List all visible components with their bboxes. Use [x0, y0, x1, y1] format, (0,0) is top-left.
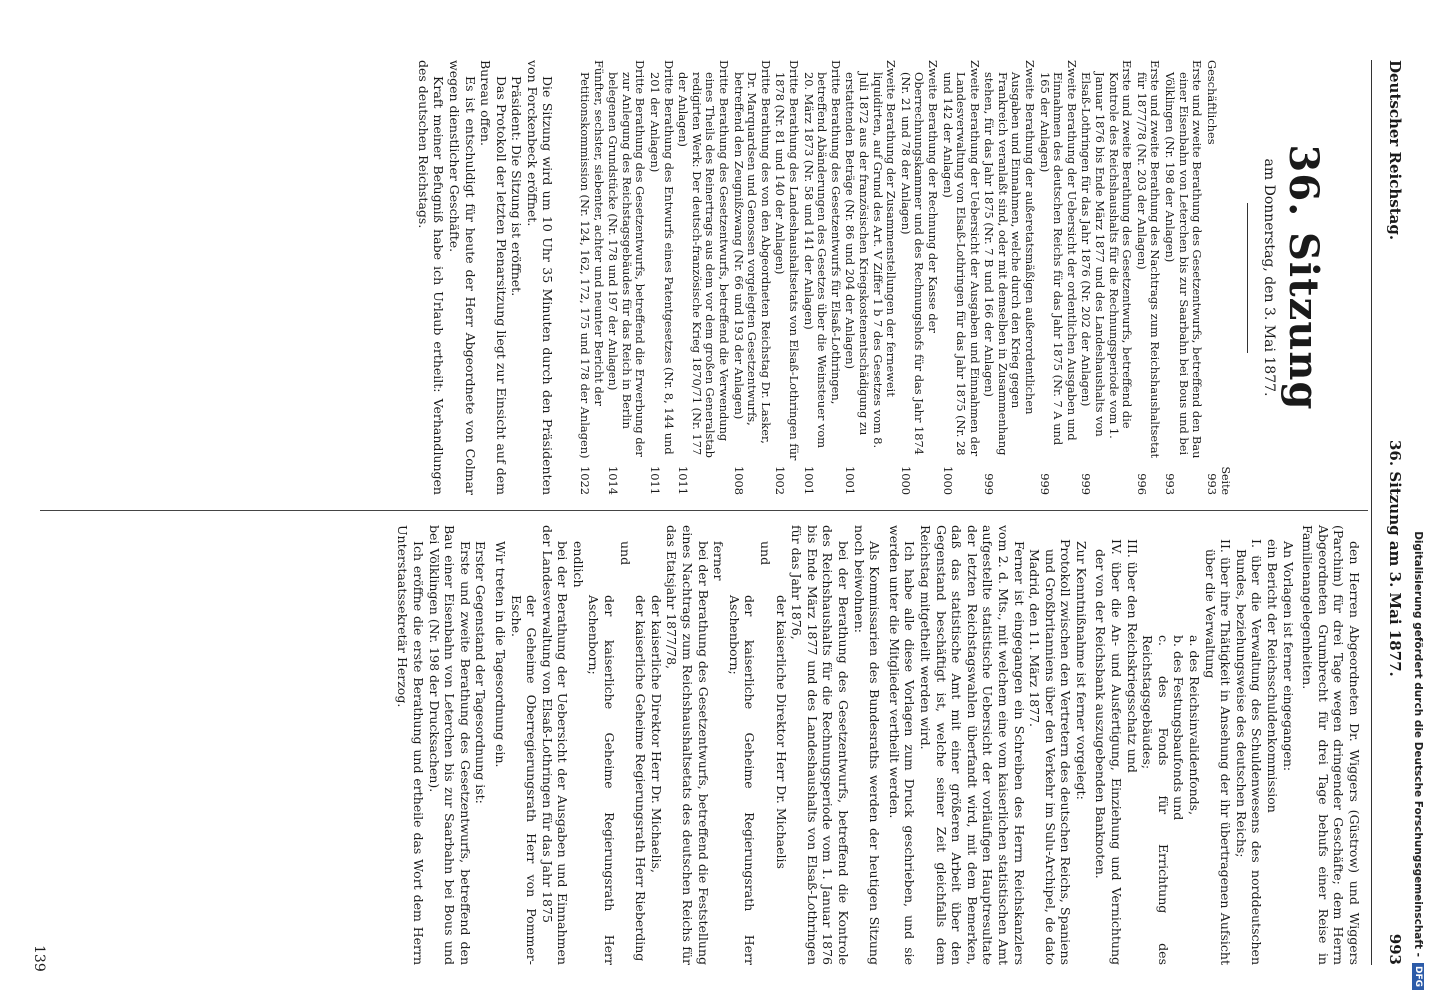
- title-rule: [1247, 203, 1248, 353]
- toc-entry-page: 999: [982, 473, 997, 495]
- body-paragraph: a. des Reichsinvalidenfonds,: [1187, 635, 1203, 816]
- body-paragraph: Das Protokoll der letzten Plenarsitzung liegt zur Einsicht auf dem Bureau offen.: [478, 60, 509, 495]
- column-divider: [40, 510, 1368, 511]
- toc-entry: [843, 60, 897, 495]
- dfg-logo: DFG: [1412, 963, 1424, 990]
- toc-entry: [1037, 60, 1078, 495]
- toc-entry-page: 1014: [606, 466, 621, 495]
- toc-entry-page: 1008: [731, 466, 746, 495]
- toc-entry-text: Zweite Berathung der Rechnung der Kasse der Oberrechnungskammer und des Rechnungshofs für das Jahr 1874 (Nr. 21 und 78 der Anlagen): [898, 60, 940, 456]
- body-paragraph: IV. über die An- und Ausfertigung, Einziehung und Vernichtung der von der Reichsbank auszugebenden Banknoten.: [1093, 539, 1125, 965]
- toc-entry-page: 996: [1134, 473, 1149, 495]
- body-paragraph: b. des Festungsbaufonds und: [1171, 635, 1187, 821]
- body-paragraph: Präsident: Die Sitzung ist eröffnet.: [509, 76, 525, 297]
- body-paragraph: bei der Berathung des Gesetzentwurfs, betreffend die Feststellung eines Nachtrags zum Reichshaushaltsetats des deutschen Reichs für das Etatsjahr 1877/78,: [664, 525, 711, 965]
- toc-entry-text: Fünfter, sechster, siebenter, achter und neunter Bericht der Petitionskommission (Nr. 124, 162, 172, 175 und 178 der Anlagen): [578, 60, 606, 459]
- toc-entry-text: Erste und zweite Berathung des Gesetzentwurfs, betreffend den Bau einer Eisenbahn von Leterchen bis zur Saarbahn bei Bous und bei Völklingen (Nr. 198 der Anlagen): [1163, 60, 1205, 459]
- body-paragraph: der Geheime Oberregierungsrath Herr von Pommer-Esche.: [508, 595, 540, 965]
- toc-entry-text: Zweite Berathung der außeretatsmäßigen außerordentlichen Ausgaben und Einnahmen, welche durch den Krieg gegen Frankreich veranlaßt sind, oder mit demselben in Zusammenhang stehen, für das Jahr 1875 (Nr. 7 B und 166 der Anlagen): [982, 60, 1038, 456]
- toc-entry-page: 1022: [578, 466, 593, 495]
- body-paragraph: Zur Kenntnißnahme ist ferner vorgelegt:: [1073, 541, 1089, 800]
- digitization-text: Digitalisierung gefördert durch die Deutsche Forschungsgemeinschaft -: [1412, 531, 1424, 957]
- page-header: [1374, 60, 1404, 965]
- toc-entry-text: Dritte Berathung des Gesetzentwurfs, betreffend die Verwendung eines Theils des Reinertrags aus dem vor dem großen Generalstab redigirten Werk: Der deutsch-französische Krieg 1870/71 (Nr. 177 der Anlagen): [676, 60, 732, 458]
- header-session: 36. Sitzung am 3. Mai 1877.: [1386, 440, 1404, 677]
- toc-entry: [606, 60, 647, 495]
- body-paragraph: Wir treten in die Tagesordnung ein.: [492, 541, 508, 768]
- header-page-number: 993: [1386, 933, 1404, 965]
- body-paragraph: ferner: [711, 541, 727, 581]
- signature-mark: 139: [31, 945, 47, 972]
- right-body: [395, 525, 1362, 965]
- right-column: [395, 525, 1362, 965]
- toc-entry: [731, 60, 772, 495]
- body-paragraph: III. über den Reichskriegsschatz und: [1124, 539, 1140, 773]
- body-paragraph: c. des Fonds für Errichtung des Reichstagsgebäudes;: [1140, 635, 1171, 965]
- body-paragraph: der kaiserliche Geheime Regierungsrath Herr Aschenborn;: [586, 595, 618, 965]
- toc-entry-page: 1001: [801, 466, 816, 495]
- toc-entry: [1204, 60, 1218, 495]
- body-paragraph: Erster Gegenstand der Tagesordnung ist:: [473, 541, 489, 804]
- toc-entry-text: Dritte Berathung des Landeshaushaltsetats von Elsaß-Lothringen für 1878 (Nr. 81 und 140 der Anlagen): [773, 60, 801, 461]
- body-paragraph: Ferner ist eingegangen ein Schreiben des Herrn Reichskanzlers vom 2. d. Mts., mit welchem eine vom kaiserlichen statistischen Amt aufgestellte statistische Uebersicht der vorläufigen Hauptresultate der letzten Reichstagswahlen überfandt wird, mit dem Bemerken, daß das statistische Amt mit einer größeren Arbeit über den Gegenstand beschäftigt ist, welche seiner Zeit gleichfalls dem Reichstag mitgetheilt werden wird.: [917, 525, 1027, 965]
- body-paragraph: I. über die Verwaltung des Schuldenwesens des norddeutschen Bundes, beziehungsweise des deutschen Reichs;: [1233, 539, 1265, 965]
- toc-entry: [982, 60, 1036, 495]
- body-paragraph: bei der Berathung der Uebersicht der Ausgaben und Einnahmen der Landesverwaltung von Elsaß-Lothringen für das Jahr 1875: [539, 525, 571, 965]
- body-paragraph: der kaiserliche Geheime Regierungsrath Herr Aschenborn;: [726, 595, 758, 965]
- session-title: 36. Sitzung: [1280, 144, 1327, 411]
- body-paragraph: Erste und zweite Berathung des Gesetzentwurfs, betreffend den Bau einer Eisenbahn von Leterchen bis zur Saarbahn bei Bous und bei Völklingen (Nr. 198 der Drucksachen).: [426, 525, 473, 965]
- table-of-contents: [578, 60, 1218, 495]
- body-paragraph: An Vorlagen ist ferner eingegangen:: [1280, 541, 1296, 772]
- body-paragraph: den Herren Abgeordneten Dr. Wiggers (Güstrow) und Wiggers (Parchim) für drei Tage wegen dringender Geschäfte; dem Herrn Abgeordneten Grumbrecht für drei Tage behufs einer Reise in Familienangelegenheiten.: [1300, 525, 1362, 965]
- session-date: am Donnerstag, den 3. Mai 1877.: [1261, 158, 1277, 397]
- body-paragraph: Es ist entschuldigt für heute der Herr Abgeordnete von Colmar wegen dienstlicher Geschäfte.: [446, 60, 478, 495]
- toc-entry-text: Dritte Berathung des Gesetzentwurfs, betreffend die Erwerbung der zur Anlegung des Reichstagsgebäudes für das Reich in Berlin belegenen Grundstücke (Nr. 178 und 197 der Anlagen): [606, 60, 648, 457]
- body-paragraph: bei der Berathung des Gesetzentwurfs, betreffend die Kontrole des Reichshaushalts für die Rechnungsperiode vom 1. Januar 1876 bis Ende März 1877 und des Landeshaushalts von Elsaß-Lothringen für das Jahr 1876,: [789, 525, 851, 965]
- body-paragraph: Protokoll zwischen den Vertretern des deutschen Reichs, Spaniens und Großbritanniens über den Verkehr im Sulu-Archipel, de dato Madrid, den 11. März 1877.: [1027, 539, 1074, 965]
- toc-entry-page: 1000: [898, 466, 913, 495]
- toc-entry-text: Dritte Berathung des Entwurfs eines Patentgesetzes (Nr. 8, 144 und 201 der Anlagen): [648, 60, 676, 455]
- toc-entry: [1162, 60, 1203, 495]
- header-publication: Deutscher Reichstag.: [1386, 60, 1404, 241]
- toc-entry: [676, 60, 730, 495]
- toc-entry: [801, 60, 842, 495]
- toc-entry: [773, 60, 800, 495]
- toc-entry: [1134, 60, 1161, 495]
- toc-entry: [1079, 60, 1133, 495]
- body-paragraph: ein Bericht der Reichsschuldenkommission: [1265, 539, 1281, 813]
- body-paragraph: der kaiserliche Geheime Regierungsrath Herr Rieberding: [633, 595, 649, 962]
- digitization-note: [1408, 10, 1428, 990]
- header-rule: [1371, 60, 1372, 965]
- toc-entry-page: 993: [1163, 473, 1178, 495]
- toc-entry-page: 1011: [676, 466, 691, 495]
- body-paragraph: endlich: [570, 541, 586, 588]
- toc-entry-text: Erste und zweite Berathung des Gesetzentwurfs, betreffend die Kontrole des Reichshaushalts für die Rechnungsperiode vom 1. Januar 1876 bis Ende März 1877 und des Landeshaushalts von Elsaß-Lothringen für das Jahr 1876 (Nr. 202 der Anlagen): [1079, 60, 1135, 439]
- toc-entry-text: Zweite Berathung der Zusammenstellungen der ferneweit liquidirten, auf Grund des Art. V Ziffer 1 b 7 des Gesetzes vom 8. Juli 1872 aus der französischen Kriegskostenentschädigung zu erstattenden Beträge (Nr. 86 und 204 der Anlagen): [843, 60, 899, 449]
- body-paragraph: der kaiserliche Direktor Herr Dr. Michaelis,: [648, 595, 664, 873]
- toc-entry-page: 1000: [940, 466, 955, 495]
- toc-entry-text: Zweite Berathung der Uebersicht der ordentlichen Ausgaben und Einnahmen des deutschen Reichs für das Jahr 1875 (Nr. 7 A und 165 der Anlagen): [1037, 60, 1079, 446]
- body-paragraph: Die Sitzung wird um 10 Uhr 35 Minuten durch den Präsidenten von Forckenbeck eröffnet.: [524, 60, 556, 495]
- body-paragraph: Ich habe alle diese Vorlagen zum Druck geschrieben, und sie werden unter die Mitglieder vertheilt werden.: [886, 525, 918, 965]
- body-paragraph: II. über ihre Thätigkeit in Ansehung der ihr übertragenen Aufsicht über die Verwaltung: [1202, 539, 1234, 965]
- toc-entry: [647, 60, 674, 495]
- left-body: [415, 60, 555, 495]
- toc-entry-page: 999: [1079, 473, 1094, 495]
- toc-entry: [578, 60, 605, 495]
- toc-entry-page: 1001: [843, 466, 858, 495]
- toc-entry-text: Dritte Berathung des Gesetzentwurfs für Elsaß-Lothringen, betreffend Abänderungen des Gesetzes über die Weinsteuer vom 20. März 1873 (Nr. 58 und 141 der Anlagen): [801, 60, 843, 449]
- body-paragraph: und: [617, 541, 633, 566]
- toc-entry-text: Geschäftliches: [1204, 60, 1219, 145]
- body-paragraph: Ich eröffne die erste Berathung und ertheile das Wort dem Herrn Unterstaatssekretär Herzog.: [395, 525, 426, 965]
- body-paragraph: der kaiserliche Direktor Herr Dr. Michaelis: [773, 595, 789, 869]
- toc-entry-page: 999: [1037, 473, 1052, 495]
- toc-seite-label: Seite: [1219, 466, 1233, 495]
- toc-entry-page: 993: [1204, 473, 1219, 495]
- toc-entry-text: Erste und zweite Berathung des Nachtrags zum Reichshaushaltsetat für 1877/78 (Nr. 203 der Anlagen): [1134, 60, 1163, 459]
- toc-entry-page: 1002: [773, 466, 788, 495]
- toc-entry-text: Zweite Berathung der Uebersicht der Ausgaben und Einnahmen der Landesverwaltung von Elsaß-Lothringen für das Jahr 1875 (Nr. 28 und 142 der Anlagen): [940, 60, 982, 457]
- toc-entry-page: 1011: [648, 466, 663, 495]
- toc-entry: [898, 60, 939, 495]
- toc-entry-text: Dritte Berathung des von den Abgeordneten Reichstag Dr. Lasker, Dr. Marquardsen und Genossen vorgelegten Gesetzentwurfs, betreffend den Zeugnißzwang (Nr. 66 und 193 der Anlagen): [731, 60, 773, 444]
- body-paragraph: Als Kommissarien des Bundesraths werden der heutigen Sitzung noch beiwohnen:: [851, 525, 883, 965]
- body-paragraph: und: [758, 541, 774, 566]
- toc-entry: [940, 60, 981, 495]
- left-column: [415, 60, 1362, 495]
- body-paragraph: Kraft meiner Befugniß habe ich Urlaub ertheilt: Verhandlungen des deutschen Reichstags.: [415, 60, 447, 495]
